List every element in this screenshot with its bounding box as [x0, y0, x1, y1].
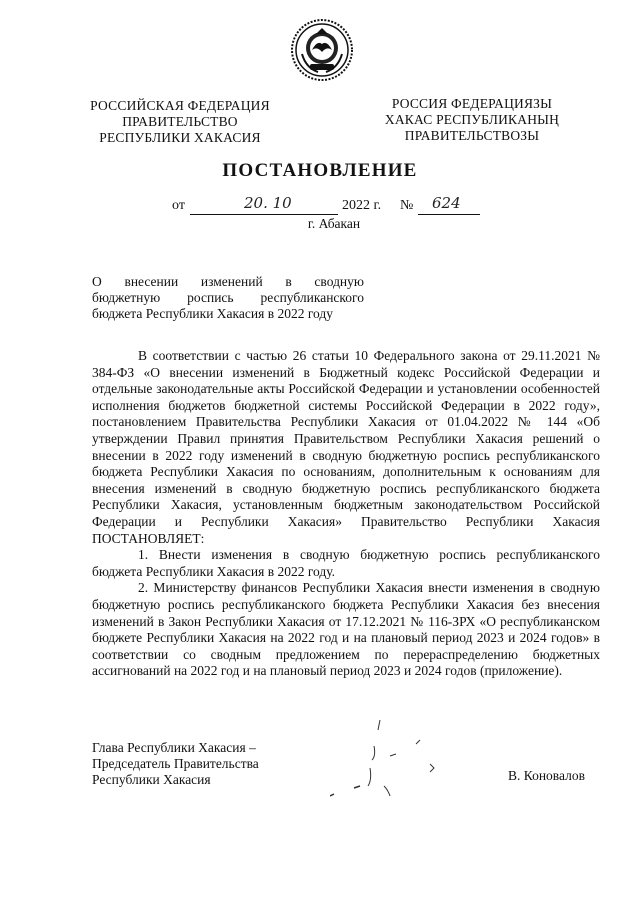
number-sign: № [400, 198, 414, 213]
number-underline [418, 214, 480, 215]
header-left-line: ПРАВИТЕЛЬСТВО [122, 114, 238, 129]
date-underline [190, 214, 338, 215]
body-paragraph: 2. Министерству финансов Республики Хакасия внести изменения в сводную бюджетную роспись республиканского бюджета Республики Хакасия без внесения изменений в Закон Республики Хакасия от 17.12.2021 № 116-ЗРХ «О республиканском бюджете Республики Хакасия на 2022 год и на плановый период 2023 и 2024 годов» в соответствии со сводным предложением по перераспределению бюджетных ассигнований на 2022 год и на плановый период 2023 и 2024 годов (приложение). [92, 580, 600, 679]
header-right-line: ПРАВИТЕЛЬСТВОЗЫ [404, 128, 540, 143]
header-right-line: РОССИЯ ФЕДЕРАЦИЯЗЫ [391, 96, 553, 111]
header-left [80, 98, 280, 146]
position-line: Республики Хакасия [92, 772, 211, 787]
header-left-line: РОССИЙСКАЯ ФЕДЕРАЦИЯ [90, 98, 270, 113]
handwritten-signature-icon [330, 716, 450, 806]
header-right-line: ХАКАС РЕСПУБЛИКАНЫҢ [384, 112, 560, 127]
subject-line: бюджета Республики Хакасия в 2022 году [92, 306, 334, 321]
position-line: Председатель Правительства [92, 756, 259, 771]
date-prefix: от [172, 198, 185, 213]
subject-line: О внесении изменений в сводную [92, 274, 364, 289]
body-paragraph: 1. Внести изменения в сводную бюджетную роспись республиканского бюджета Республики Хакасия в 2022 году. [92, 547, 600, 579]
number-handwritten: 624 [432, 194, 461, 212]
date-handwritten: 20. 10 [244, 194, 292, 212]
header-right [372, 96, 572, 144]
subject-line: бюджетную роспись республиканского [92, 290, 364, 305]
document-subject [92, 274, 364, 322]
signatory-name: В. Коновалов [508, 768, 585, 783]
city: г. Абакан [307, 216, 361, 231]
header-left-line: РЕСПУБЛИКИ ХАКАСИЯ [99, 130, 261, 145]
date-year: 2022 г. [342, 198, 382, 213]
coat-of-arms-icon [290, 18, 354, 82]
document-body [92, 348, 600, 680]
body-paragraph: В соответствии с частью 26 статьи 10 Федерального закона от 29.11.2021 № 384-ФЗ «О внесении изменений в Бюджетный кодекс Российской Федерации и отдельные законодательные акты Российской Федерации и установлении особенностей исполнения бюджетов бюджетной системы Российской Федерации в 2022 году», постановлением Правительства Республики Хакасия от 01.04.2022 № 144 «Об утверждении Правил принятия Правительством Республики Хакасия решений о внесении в 2022 году изменений в сводную бюджетную роспись республиканского бюджета Республики Хакасия по основаниям, дополнительным к основаниям для внесения изменений в сводную бюджетную роспись республиканского бюджета Республики Хакасия, установленным бюджетным законодательством Российской Федерации и Республики Хакасия» Правительство Республики Хакасия ПОСТАНОВЛЯЕТ: [92, 348, 600, 546]
signatory-position [92, 740, 259, 788]
position-line: Глава Республики Хакасия – [92, 740, 256, 755]
document-title: ПОСТАНОВЛЕНИЕ [222, 160, 418, 181]
